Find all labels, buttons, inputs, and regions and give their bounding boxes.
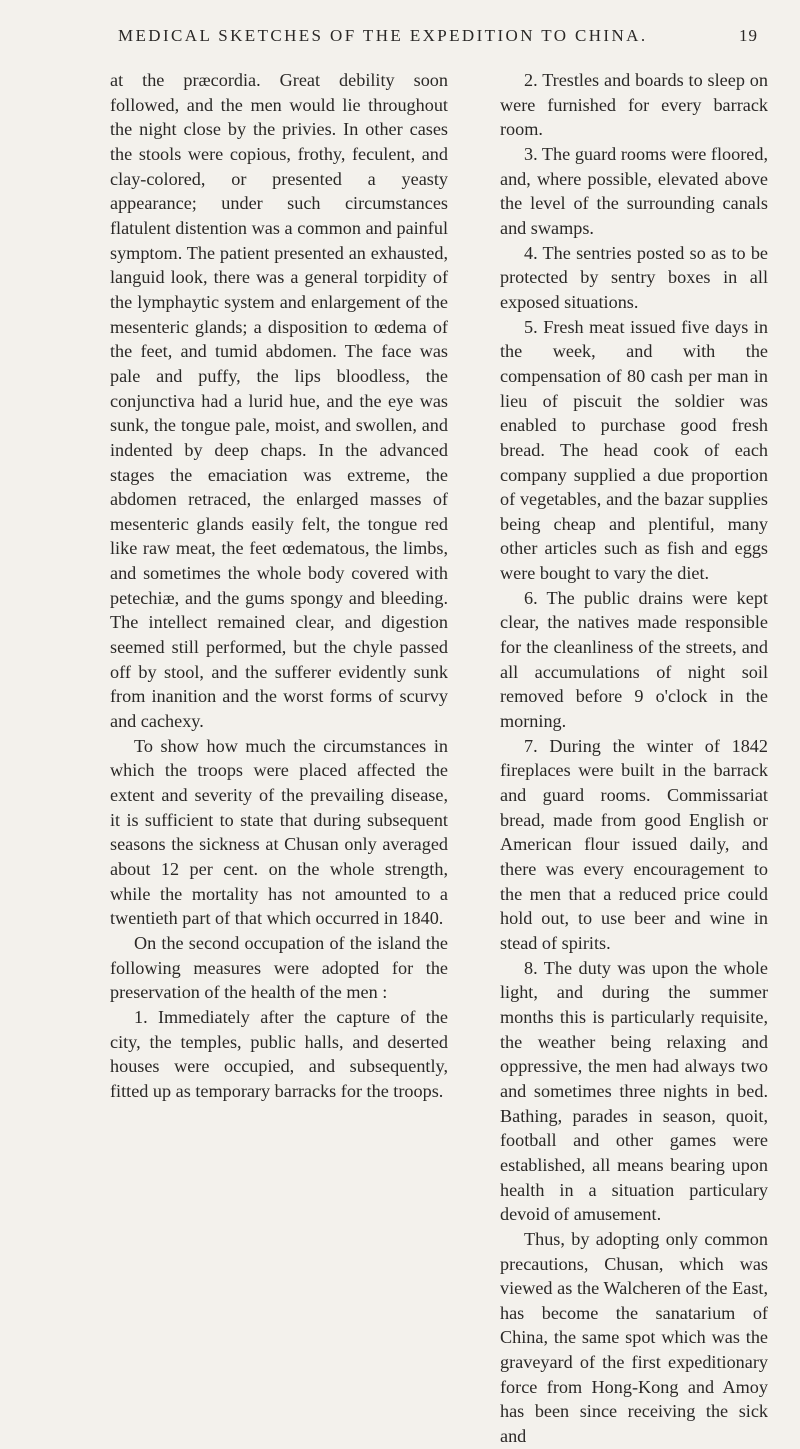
measure-item-7: 7. During the winter of 1842 fireplaces were built in the barrack and guard rooms. Commissariat bread, made from good English or American flour issued daily, and there was every encouragement to the men that a reduced price could hold out, to use beer and wine in stead of spirits.	[500, 735, 768, 953]
measure-item-2: 2. Trestles and boards to sleep on were furnished for every barrack room.	[500, 70, 768, 140]
measure-item-4: 4. The sentries posted so as to be protected by sentry boxes in all exposed situations.	[500, 242, 768, 312]
measure-item-5: 5. Fresh meat issued five days in the week, and with the compensation of 80 cash per man in lieu of piscuit the soldier was enabled to purchase good fresh bread. The head cook of each company supplied a due proportion of vegetables, and the bazar supplies being cheap and plentiful, many other articles such as fish and eggs were bought to vary the diet.	[500, 316, 768, 584]
paragraph-conclusion: Thus, by adopting only common precautions, Chusan, which was viewed as the Walcheren of the East, has become the sanatarium of China, the same spot which was the graveyard of the first expeditionary force from Hong-Kong and Amoy has been since receiving the sick and	[500, 1228, 768, 1447]
right-column	[500, 68, 768, 1449]
page-number: 19	[739, 26, 758, 45]
paragraph-measures-intro: On the second occupation of the island the following measures were adopted for the preservation of the health of the men :	[110, 932, 448, 1003]
running-title: MEDICAL SKETCHES OF THE EXPEDITION TO CHINA.	[118, 26, 648, 45]
running-header	[118, 22, 758, 52]
left-column	[110, 68, 448, 1104]
paragraph-sickness-rates: To show how much the circumstances in which the troops were placed affected the extent and severity of the prevailing disease, it is sufficient to state that during subsequent seasons the sickness at Chusan only averaged about 12 per cent. on the whole strength, while the mortality has not amounted to a twentieth part of that which occurred in 1840.	[110, 735, 448, 929]
measure-item-6: 6. The public drains were kept clear, the natives made responsible for the cleanliness of the streets, and all accumulations of night soil removed before 9 o'clock in the morning.	[500, 587, 768, 732]
measure-item-8: 8. The duty was upon the whole light, and during the summer months this is particularly requisite, the weather being relaxing and oppressive, the men had always two and sometimes three nights in bed. Bathing, parades in season, quoit, football and other games were established, all means bearing upon health in a situation particulary devoid of amusement.	[500, 957, 768, 1225]
measure-item-1: 1. Immediately after the capture of the city, the temples, public halls, and deserted houses were occupied, and subsequently, fitted up as temporary barracks for the troops.	[110, 1006, 448, 1101]
paragraph-symptoms: at the præcordia. Great debility soon followed, and the men would lie throughout the night close by the privies. In other cases the stools were copious, frothy, feculent, and clay-colored, or presented a yeasty appearance; under such circumstances flatulent distention was a common and painful symptom. The patient presented an exhausted, languid look, there was a general torpidity of the lymphaytic system and enlargement of the mesenteric glands; a disposition to œdema of the feet, and tumid abdomen. The face was pale and puffy, the lips bloodless, the conjunctiva had a lurid hue, and the eye was sunk, the tongue pale, moist, and swollen, and indented by deep chaps. In the advanced stages the emaciation was extreme, the abdomen retraced, the enlarged masses of mesenteric glands easily felt, the tongue red like raw meat, the feet œdematous, the limbs, and sometimes the whole body covered with petechiæ, and the gums spongy and bleeding. The intellect remained clear, and digestion seemed still performed, but the chyle passed off by stool, and the sufferer evidently sunk from inanition and the worst forms of scurvy and cachexy.	[110, 70, 448, 732]
measure-item-3: 3. The guard rooms were floored, and, where possible, elevated above the level of the surrounding canals and swamps.	[500, 143, 768, 238]
